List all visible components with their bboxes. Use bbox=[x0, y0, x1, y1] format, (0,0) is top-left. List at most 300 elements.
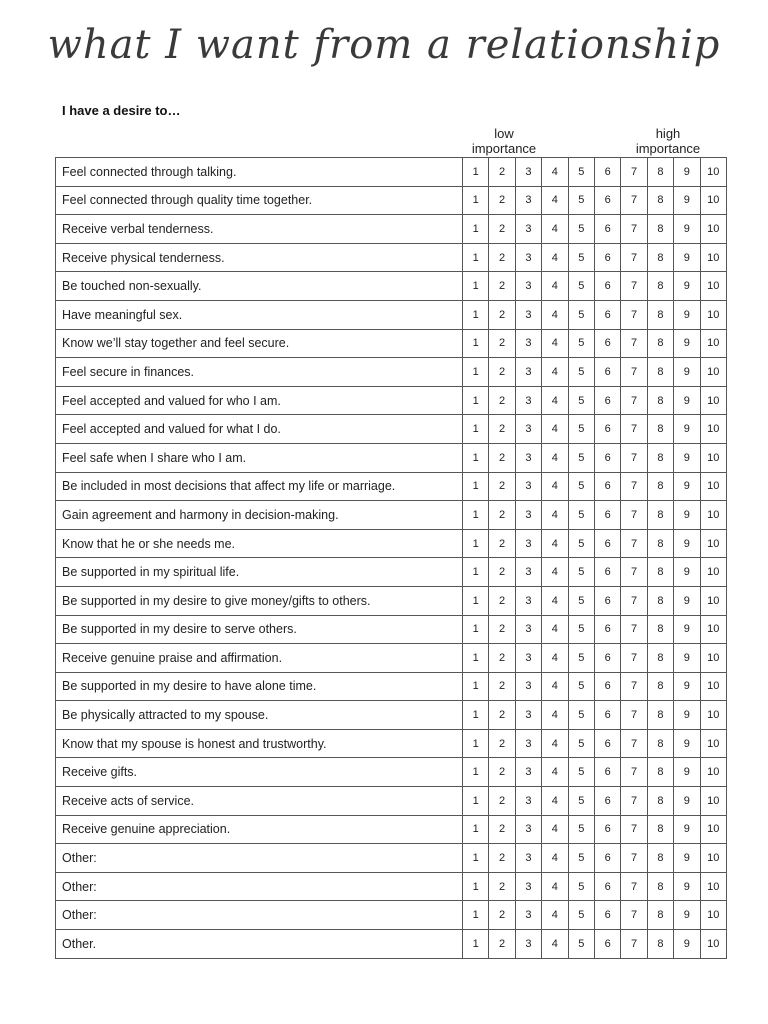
rating-option-10[interactable]: 10 bbox=[700, 386, 726, 415]
rating-option-5[interactable]: 5 bbox=[568, 644, 594, 673]
rating-option-10[interactable]: 10 bbox=[700, 329, 726, 358]
rating-option-10[interactable]: 10 bbox=[700, 443, 726, 472]
rating-option-8[interactable]: 8 bbox=[647, 701, 673, 730]
rating-option-5[interactable]: 5 bbox=[568, 901, 594, 930]
rating-option-6[interactable]: 6 bbox=[594, 844, 620, 873]
rating-option-2[interactable]: 2 bbox=[489, 729, 515, 758]
rating-option-7[interactable]: 7 bbox=[621, 586, 647, 615]
rating-option-3[interactable]: 3 bbox=[515, 329, 541, 358]
item-label: Other: bbox=[56, 901, 463, 930]
rating-option-1[interactable]: 1 bbox=[463, 729, 489, 758]
rating-option-3[interactable]: 3 bbox=[515, 443, 541, 472]
rating-option-3[interactable]: 3 bbox=[515, 844, 541, 873]
rating-option-7[interactable]: 7 bbox=[621, 729, 647, 758]
rating-option-7[interactable]: 7 bbox=[621, 300, 647, 329]
rating-option-6[interactable]: 6 bbox=[594, 615, 620, 644]
rating-option-5[interactable]: 5 bbox=[568, 930, 594, 959]
rating-option-5[interactable]: 5 bbox=[568, 501, 594, 530]
rating-option-2[interactable]: 2 bbox=[489, 215, 515, 244]
rating-option-6[interactable]: 6 bbox=[594, 329, 620, 358]
rating-option-4[interactable]: 4 bbox=[542, 644, 568, 673]
rating-option-7[interactable]: 7 bbox=[621, 844, 647, 873]
rating-option-6[interactable]: 6 bbox=[594, 787, 620, 816]
rating-option-7[interactable]: 7 bbox=[621, 443, 647, 472]
rating-option-4[interactable]: 4 bbox=[542, 329, 568, 358]
rating-option-5[interactable]: 5 bbox=[568, 529, 594, 558]
rating-option-6[interactable]: 6 bbox=[594, 472, 620, 501]
rating-table bbox=[55, 157, 727, 959]
rating-option-10[interactable]: 10 bbox=[700, 644, 726, 673]
rating-option-3[interactable]: 3 bbox=[515, 815, 541, 844]
rating-option-8[interactable]: 8 bbox=[647, 186, 673, 215]
rating-option-10[interactable]: 10 bbox=[700, 815, 726, 844]
rating-option-5[interactable]: 5 bbox=[568, 758, 594, 787]
rating-option-1[interactable]: 1 bbox=[463, 215, 489, 244]
rating-option-3[interactable]: 3 bbox=[515, 158, 541, 187]
item-label: Feel accepted and valued for who I am. bbox=[56, 386, 463, 415]
rating-option-9[interactable]: 9 bbox=[674, 787, 700, 816]
rating-option-10[interactable]: 10 bbox=[700, 701, 726, 730]
rating-option-9[interactable]: 9 bbox=[674, 443, 700, 472]
rating-option-3[interactable]: 3 bbox=[515, 186, 541, 215]
rating-option-4[interactable]: 4 bbox=[542, 472, 568, 501]
rating-option-10[interactable]: 10 bbox=[700, 615, 726, 644]
rating-option-1[interactable]: 1 bbox=[463, 644, 489, 673]
rating-option-4[interactable]: 4 bbox=[542, 415, 568, 444]
rating-option-6[interactable]: 6 bbox=[594, 729, 620, 758]
rating-option-9[interactable]: 9 bbox=[674, 386, 700, 415]
rating-option-4[interactable]: 4 bbox=[542, 672, 568, 701]
rating-option-3[interactable]: 3 bbox=[515, 558, 541, 587]
rating-option-2[interactable]: 2 bbox=[489, 644, 515, 673]
table-row bbox=[56, 472, 727, 501]
rating-option-9[interactable]: 9 bbox=[674, 930, 700, 959]
rating-option-7[interactable]: 7 bbox=[621, 615, 647, 644]
rating-option-8[interactable]: 8 bbox=[647, 300, 673, 329]
rating-option-10[interactable]: 10 bbox=[700, 901, 726, 930]
rating-option-8[interactable]: 8 bbox=[647, 386, 673, 415]
rating-option-7[interactable]: 7 bbox=[621, 272, 647, 301]
rating-option-3[interactable]: 3 bbox=[515, 586, 541, 615]
rating-option-8[interactable]: 8 bbox=[647, 672, 673, 701]
rating-option-7[interactable]: 7 bbox=[621, 815, 647, 844]
item-label: Other: bbox=[56, 844, 463, 873]
rating-option-7[interactable]: 7 bbox=[621, 901, 647, 930]
rating-option-6[interactable]: 6 bbox=[594, 644, 620, 673]
rating-option-1[interactable]: 1 bbox=[463, 329, 489, 358]
rating-option-8[interactable]: 8 bbox=[647, 529, 673, 558]
rating-option-8[interactable]: 8 bbox=[647, 243, 673, 272]
rating-option-8[interactable]: 8 bbox=[647, 558, 673, 587]
rating-option-5[interactable]: 5 bbox=[568, 872, 594, 901]
rating-option-4[interactable]: 4 bbox=[542, 215, 568, 244]
rating-option-4[interactable]: 4 bbox=[542, 272, 568, 301]
rating-option-8[interactable]: 8 bbox=[647, 472, 673, 501]
rating-option-9[interactable]: 9 bbox=[674, 644, 700, 673]
rating-option-10[interactable]: 10 bbox=[700, 872, 726, 901]
rating-option-7[interactable]: 7 bbox=[621, 930, 647, 959]
rating-option-7[interactable]: 7 bbox=[621, 787, 647, 816]
rating-option-3[interactable]: 3 bbox=[515, 729, 541, 758]
item-label: Know that he or she needs me. bbox=[56, 529, 463, 558]
rating-option-4[interactable]: 4 bbox=[542, 300, 568, 329]
rating-option-1[interactable]: 1 bbox=[463, 300, 489, 329]
table-row bbox=[56, 243, 727, 272]
rating-option-8[interactable]: 8 bbox=[647, 415, 673, 444]
rating-option-2[interactable]: 2 bbox=[489, 443, 515, 472]
rating-option-9[interactable]: 9 bbox=[674, 329, 700, 358]
rating-option-4[interactable]: 4 bbox=[542, 930, 568, 959]
rating-option-2[interactable]: 2 bbox=[489, 386, 515, 415]
rating-option-3[interactable]: 3 bbox=[515, 672, 541, 701]
rating-option-8[interactable]: 8 bbox=[647, 729, 673, 758]
rating-option-8[interactable]: 8 bbox=[647, 215, 673, 244]
rating-option-1[interactable]: 1 bbox=[463, 443, 489, 472]
item-label: Be supported in my desire to give money/gifts to others. bbox=[56, 586, 463, 615]
rating-option-3[interactable]: 3 bbox=[515, 501, 541, 530]
rating-option-6[interactable]: 6 bbox=[594, 672, 620, 701]
rating-option-3[interactable]: 3 bbox=[515, 243, 541, 272]
rating-option-1[interactable]: 1 bbox=[463, 615, 489, 644]
rating-option-10[interactable]: 10 bbox=[700, 844, 726, 873]
rating-option-8[interactable]: 8 bbox=[647, 443, 673, 472]
rating-option-4[interactable]: 4 bbox=[542, 872, 568, 901]
rating-option-9[interactable]: 9 bbox=[674, 558, 700, 587]
rating-option-8[interactable]: 8 bbox=[647, 501, 673, 530]
rating-option-1[interactable]: 1 bbox=[463, 501, 489, 530]
rating-option-2[interactable]: 2 bbox=[489, 272, 515, 301]
item-label: Know that my spouse is honest and trustworthy. bbox=[56, 729, 463, 758]
rating-option-7[interactable]: 7 bbox=[621, 501, 647, 530]
rating-option-4[interactable]: 4 bbox=[542, 787, 568, 816]
rating-option-2[interactable]: 2 bbox=[489, 701, 515, 730]
rating-option-6[interactable]: 6 bbox=[594, 758, 620, 787]
rating-option-2[interactable]: 2 bbox=[489, 501, 515, 530]
rating-option-1[interactable]: 1 bbox=[463, 787, 489, 816]
rating-option-7[interactable]: 7 bbox=[621, 644, 647, 673]
rating-option-10[interactable]: 10 bbox=[700, 758, 726, 787]
rating-option-2[interactable]: 2 bbox=[489, 300, 515, 329]
rating-option-3[interactable]: 3 bbox=[515, 787, 541, 816]
rating-option-6[interactable]: 6 bbox=[594, 243, 620, 272]
rating-option-1[interactable]: 1 bbox=[463, 930, 489, 959]
rating-option-7[interactable]: 7 bbox=[621, 672, 647, 701]
rating-option-9[interactable]: 9 bbox=[674, 586, 700, 615]
rating-option-1[interactable]: 1 bbox=[463, 844, 489, 873]
rating-option-10[interactable]: 10 bbox=[700, 186, 726, 215]
rating-option-10[interactable]: 10 bbox=[700, 358, 726, 387]
rating-option-2[interactable]: 2 bbox=[489, 586, 515, 615]
rating-option-9[interactable]: 9 bbox=[674, 615, 700, 644]
rating-option-5[interactable]: 5 bbox=[568, 243, 594, 272]
rating-option-6[interactable]: 6 bbox=[594, 358, 620, 387]
rating-option-4[interactable]: 4 bbox=[542, 844, 568, 873]
rating-option-2[interactable]: 2 bbox=[489, 672, 515, 701]
rating-option-4[interactable]: 4 bbox=[542, 443, 568, 472]
rating-option-1[interactable]: 1 bbox=[463, 529, 489, 558]
rating-option-2[interactable]: 2 bbox=[489, 529, 515, 558]
rating-option-1[interactable]: 1 bbox=[463, 415, 489, 444]
rating-option-8[interactable]: 8 bbox=[647, 844, 673, 873]
rating-option-6[interactable]: 6 bbox=[594, 901, 620, 930]
rating-option-3[interactable]: 3 bbox=[515, 215, 541, 244]
rating-option-10[interactable]: 10 bbox=[700, 558, 726, 587]
item-label: Feel connected through talking. bbox=[56, 158, 463, 187]
rating-option-8[interactable]: 8 bbox=[647, 329, 673, 358]
rating-option-8[interactable]: 8 bbox=[647, 758, 673, 787]
rating-option-5[interactable]: 5 bbox=[568, 415, 594, 444]
rating-option-10[interactable]: 10 bbox=[700, 158, 726, 187]
rating-option-7[interactable]: 7 bbox=[621, 558, 647, 587]
item-label: Be touched non-sexually. bbox=[56, 272, 463, 301]
rating-option-7[interactable]: 7 bbox=[621, 872, 647, 901]
rating-option-8[interactable]: 8 bbox=[647, 158, 673, 187]
rating-option-6[interactable]: 6 bbox=[594, 272, 620, 301]
rating-option-1[interactable]: 1 bbox=[463, 701, 489, 730]
rating-option-8[interactable]: 8 bbox=[647, 272, 673, 301]
rating-option-6[interactable]: 6 bbox=[594, 701, 620, 730]
rating-option-5[interactable]: 5 bbox=[568, 844, 594, 873]
rating-option-9[interactable]: 9 bbox=[674, 358, 700, 387]
rating-option-10[interactable]: 10 bbox=[700, 243, 726, 272]
rating-option-9[interactable]: 9 bbox=[674, 501, 700, 530]
rating-option-10[interactable]: 10 bbox=[700, 272, 726, 301]
rating-option-6[interactable]: 6 bbox=[594, 300, 620, 329]
rating-option-5[interactable]: 5 bbox=[568, 272, 594, 301]
rating-option-6[interactable]: 6 bbox=[594, 586, 620, 615]
rating-option-5[interactable]: 5 bbox=[568, 386, 594, 415]
rating-option-9[interactable]: 9 bbox=[674, 672, 700, 701]
rating-option-3[interactable]: 3 bbox=[515, 472, 541, 501]
rating-option-10[interactable]: 10 bbox=[700, 586, 726, 615]
rating-option-2[interactable]: 2 bbox=[489, 815, 515, 844]
rating-option-10[interactable]: 10 bbox=[700, 415, 726, 444]
rating-option-10[interactable]: 10 bbox=[700, 472, 726, 501]
rating-option-3[interactable]: 3 bbox=[515, 701, 541, 730]
rating-option-8[interactable]: 8 bbox=[647, 872, 673, 901]
rating-option-2[interactable]: 2 bbox=[489, 930, 515, 959]
rating-option-3[interactable]: 3 bbox=[515, 901, 541, 930]
rating-option-7[interactable]: 7 bbox=[621, 529, 647, 558]
table-row bbox=[56, 758, 727, 787]
rating-option-1[interactable]: 1 bbox=[463, 158, 489, 187]
rating-option-3[interactable]: 3 bbox=[515, 615, 541, 644]
rating-option-6[interactable]: 6 bbox=[594, 501, 620, 530]
rating-option-7[interactable]: 7 bbox=[621, 758, 647, 787]
rating-option-8[interactable]: 8 bbox=[647, 901, 673, 930]
rating-option-5[interactable]: 5 bbox=[568, 586, 594, 615]
rating-option-2[interactable]: 2 bbox=[489, 358, 515, 387]
rating-option-7[interactable]: 7 bbox=[621, 215, 647, 244]
rating-option-2[interactable]: 2 bbox=[489, 758, 515, 787]
rating-option-10[interactable]: 10 bbox=[700, 729, 726, 758]
rating-option-5[interactable]: 5 bbox=[568, 443, 594, 472]
rating-option-4[interactable]: 4 bbox=[542, 729, 568, 758]
rating-option-6[interactable]: 6 bbox=[594, 872, 620, 901]
table-row bbox=[56, 529, 727, 558]
rating-option-7[interactable]: 7 bbox=[621, 329, 647, 358]
table-row bbox=[56, 901, 727, 930]
section-subtitle: I have a desire to… bbox=[62, 103, 181, 118]
rating-option-4[interactable]: 4 bbox=[542, 386, 568, 415]
rating-option-8[interactable]: 8 bbox=[647, 787, 673, 816]
rating-option-2[interactable]: 2 bbox=[489, 787, 515, 816]
rating-option-2[interactable]: 2 bbox=[489, 472, 515, 501]
rating-option-1[interactable]: 1 bbox=[463, 558, 489, 587]
rating-option-9[interactable]: 9 bbox=[674, 758, 700, 787]
rating-option-3[interactable]: 3 bbox=[515, 758, 541, 787]
rating-option-1[interactable]: 1 bbox=[463, 901, 489, 930]
rating-option-4[interactable]: 4 bbox=[542, 158, 568, 187]
rating-option-3[interactable]: 3 bbox=[515, 872, 541, 901]
rating-option-7[interactable]: 7 bbox=[621, 415, 647, 444]
rating-option-3[interactable]: 3 bbox=[515, 415, 541, 444]
rating-option-1[interactable]: 1 bbox=[463, 586, 489, 615]
rating-option-7[interactable]: 7 bbox=[621, 386, 647, 415]
rating-option-5[interactable]: 5 bbox=[568, 158, 594, 187]
rating-option-1[interactable]: 1 bbox=[463, 672, 489, 701]
rating-option-9[interactable]: 9 bbox=[674, 300, 700, 329]
rating-option-5[interactable]: 5 bbox=[568, 186, 594, 215]
rating-option-5[interactable]: 5 bbox=[568, 215, 594, 244]
rating-option-10[interactable]: 10 bbox=[700, 672, 726, 701]
rating-option-4[interactable]: 4 bbox=[542, 701, 568, 730]
rating-option-4[interactable]: 4 bbox=[542, 186, 568, 215]
rating-option-5[interactable]: 5 bbox=[568, 701, 594, 730]
rating-option-5[interactable]: 5 bbox=[568, 672, 594, 701]
rating-option-6[interactable]: 6 bbox=[594, 386, 620, 415]
table-row bbox=[56, 844, 727, 873]
rating-option-7[interactable]: 7 bbox=[621, 358, 647, 387]
rating-option-3[interactable]: 3 bbox=[515, 272, 541, 301]
rating-option-10[interactable]: 10 bbox=[700, 300, 726, 329]
rating-option-5[interactable]: 5 bbox=[568, 558, 594, 587]
rating-option-2[interactable]: 2 bbox=[489, 415, 515, 444]
rating-option-6[interactable]: 6 bbox=[594, 930, 620, 959]
rating-option-3[interactable]: 3 bbox=[515, 644, 541, 673]
rating-option-3[interactable]: 3 bbox=[515, 358, 541, 387]
rating-option-10[interactable]: 10 bbox=[700, 501, 726, 530]
rating-option-6[interactable]: 6 bbox=[594, 529, 620, 558]
rating-option-9[interactable]: 9 bbox=[674, 472, 700, 501]
rating-option-1[interactable]: 1 bbox=[463, 272, 489, 301]
rating-option-9[interactable]: 9 bbox=[674, 701, 700, 730]
rating-option-2[interactable]: 2 bbox=[489, 872, 515, 901]
rating-option-5[interactable]: 5 bbox=[568, 358, 594, 387]
rating-option-9[interactable]: 9 bbox=[674, 729, 700, 758]
rating-option-10[interactable]: 10 bbox=[700, 930, 726, 959]
rating-option-8[interactable]: 8 bbox=[647, 815, 673, 844]
rating-option-2[interactable]: 2 bbox=[489, 186, 515, 215]
rating-option-7[interactable]: 7 bbox=[621, 701, 647, 730]
rating-option-6[interactable]: 6 bbox=[594, 158, 620, 187]
rating-option-9[interactable]: 9 bbox=[674, 872, 700, 901]
rating-option-1[interactable]: 1 bbox=[463, 872, 489, 901]
rating-option-4[interactable]: 4 bbox=[542, 815, 568, 844]
rating-option-10[interactable]: 10 bbox=[700, 529, 726, 558]
rating-option-9[interactable]: 9 bbox=[674, 901, 700, 930]
rating-option-5[interactable]: 5 bbox=[568, 615, 594, 644]
rating-option-4[interactable]: 4 bbox=[542, 558, 568, 587]
rating-option-2[interactable]: 2 bbox=[489, 158, 515, 187]
rating-option-9[interactable]: 9 bbox=[674, 158, 700, 187]
rating-option-1[interactable]: 1 bbox=[463, 386, 489, 415]
rating-option-9[interactable]: 9 bbox=[674, 243, 700, 272]
rating-option-7[interactable]: 7 bbox=[621, 472, 647, 501]
rating-option-8[interactable]: 8 bbox=[647, 644, 673, 673]
rating-option-5[interactable]: 5 bbox=[568, 815, 594, 844]
rating-option-4[interactable]: 4 bbox=[542, 586, 568, 615]
rating-option-8[interactable]: 8 bbox=[647, 930, 673, 959]
rating-option-5[interactable]: 5 bbox=[568, 472, 594, 501]
rating-option-2[interactable]: 2 bbox=[489, 844, 515, 873]
rating-option-3[interactable]: 3 bbox=[515, 930, 541, 959]
rating-option-6[interactable]: 6 bbox=[594, 186, 620, 215]
rating-option-8[interactable]: 8 bbox=[647, 615, 673, 644]
rating-option-5[interactable]: 5 bbox=[568, 300, 594, 329]
rating-option-3[interactable]: 3 bbox=[515, 300, 541, 329]
rating-option-9[interactable]: 9 bbox=[674, 272, 700, 301]
rating-option-2[interactable]: 2 bbox=[489, 558, 515, 587]
item-label: Receive acts of service. bbox=[56, 787, 463, 816]
rating-option-4[interactable]: 4 bbox=[542, 901, 568, 930]
rating-option-8[interactable]: 8 bbox=[647, 586, 673, 615]
rating-option-8[interactable]: 8 bbox=[647, 358, 673, 387]
rating-option-3[interactable]: 3 bbox=[515, 386, 541, 415]
rating-option-10[interactable]: 10 bbox=[700, 215, 726, 244]
rating-option-9[interactable]: 9 bbox=[674, 529, 700, 558]
rating-option-10[interactable]: 10 bbox=[700, 787, 726, 816]
rating-option-2[interactable]: 2 bbox=[489, 901, 515, 930]
rating-option-2[interactable]: 2 bbox=[489, 243, 515, 272]
rating-option-6[interactable]: 6 bbox=[594, 815, 620, 844]
rating-option-9[interactable]: 9 bbox=[674, 844, 700, 873]
item-label: Be supported in my spiritual life. bbox=[56, 558, 463, 587]
rating-option-1[interactable]: 1 bbox=[463, 815, 489, 844]
rating-option-1[interactable]: 1 bbox=[463, 358, 489, 387]
rating-option-4[interactable]: 4 bbox=[542, 529, 568, 558]
rating-option-7[interactable]: 7 bbox=[621, 186, 647, 215]
rating-option-4[interactable]: 4 bbox=[542, 501, 568, 530]
rating-option-4[interactable]: 4 bbox=[542, 243, 568, 272]
rating-option-9[interactable]: 9 bbox=[674, 415, 700, 444]
rating-option-1[interactable]: 1 bbox=[463, 472, 489, 501]
rating-option-6[interactable]: 6 bbox=[594, 443, 620, 472]
rating-option-1[interactable]: 1 bbox=[463, 243, 489, 272]
rating-option-9[interactable]: 9 bbox=[674, 815, 700, 844]
rating-option-4[interactable]: 4 bbox=[542, 358, 568, 387]
table-row bbox=[56, 644, 727, 673]
rating-option-6[interactable]: 6 bbox=[594, 215, 620, 244]
rating-option-9[interactable]: 9 bbox=[674, 215, 700, 244]
rating-option-9[interactable]: 9 bbox=[674, 186, 700, 215]
rating-option-7[interactable]: 7 bbox=[621, 243, 647, 272]
rating-option-5[interactable]: 5 bbox=[568, 787, 594, 816]
rating-option-5[interactable]: 5 bbox=[568, 729, 594, 758]
rating-option-1[interactable]: 1 bbox=[463, 186, 489, 215]
rating-option-3[interactable]: 3 bbox=[515, 529, 541, 558]
rating-option-6[interactable]: 6 bbox=[594, 558, 620, 587]
rating-option-6[interactable]: 6 bbox=[594, 415, 620, 444]
table-row bbox=[56, 386, 727, 415]
rating-option-7[interactable]: 7 bbox=[621, 158, 647, 187]
rating-option-2[interactable]: 2 bbox=[489, 615, 515, 644]
rating-option-2[interactable]: 2 bbox=[489, 329, 515, 358]
rating-option-4[interactable]: 4 bbox=[542, 758, 568, 787]
rating-option-4[interactable]: 4 bbox=[542, 615, 568, 644]
rating-option-5[interactable]: 5 bbox=[568, 329, 594, 358]
rating-option-1[interactable]: 1 bbox=[463, 758, 489, 787]
